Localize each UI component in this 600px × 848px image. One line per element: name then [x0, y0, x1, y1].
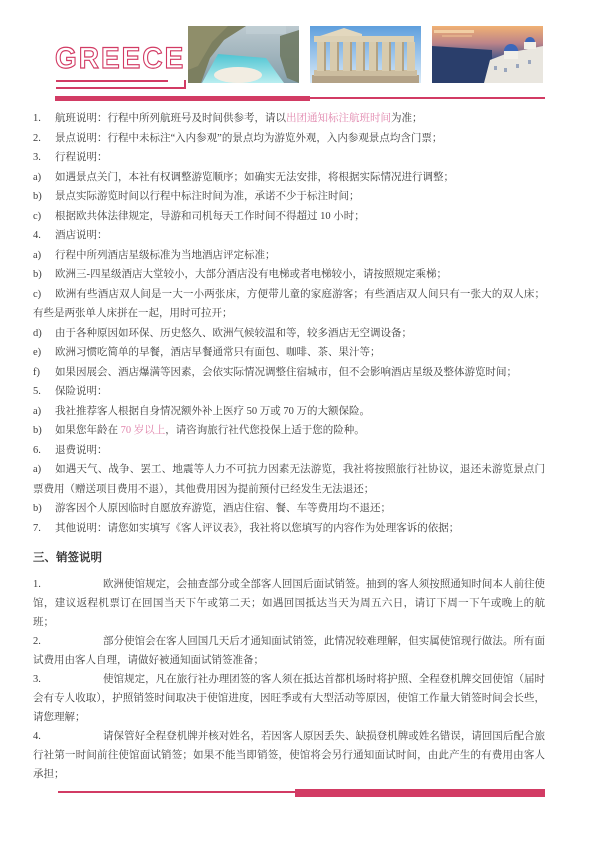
list-item-marker: a)	[33, 249, 42, 261]
list-item-marker: 5.	[33, 386, 41, 397]
list-item-marker: b)	[33, 191, 42, 202]
list-item-marker: a)	[33, 171, 42, 183]
list-item-text: 部分使馆会在客人回国几天后才通知面试销签，此情况较难理解，但实属使馆现行做法。所有面试费用由客人自理，请做好被通知面试销签准备；	[33, 636, 545, 666]
list-item-marker: 6.	[33, 444, 41, 456]
list-item-text: 使馆规定，凡在旅行社办理团签的客人须在抵达首都机场时将护照、全程登机牌交回使馆（届时会有专人收取），护照销签时间取决于使馆进度，因旺季或有大型活动等原因，使馆工作量大销签时间会长些，请您理解；	[33, 674, 545, 723]
list-item-text: 酒店说明：	[55, 230, 108, 241]
list-item-marker: c)	[33, 210, 42, 222]
list-item	[33, 246, 545, 266]
list-item-text: 欧洲三-四星级酒店大堂较小，大部分酒店没有电梯或者电梯较小，请按照规定乘梯；	[55, 269, 447, 280]
list-item	[33, 575, 545, 632]
highlighted-text: 70 岁以上	[120, 425, 166, 436]
visa-items	[33, 575, 545, 784]
list-item	[33, 382, 545, 402]
list-item-marker: b)	[33, 269, 42, 280]
footer-divider-thick	[295, 789, 545, 797]
list-item-text: 欧洲使馆规定，会抽查部分或全部客人回国后面试销签。抽到的客人须按照通知时间本人前往使馆，建议返程机票订在回国当天下午或第二天；如遇回国抵达当天为周五六日，请订下周一下午或晚上的航班；	[33, 579, 545, 628]
header-photo-strip	[188, 26, 545, 83]
list-item-text: 景点实际游览时间以行程中标注时间为准，承诺不少于标注时间；	[55, 191, 360, 202]
list-item-marker: 2.	[33, 636, 41, 647]
list-item	[33, 285, 545, 324]
list-item-marker: 4.	[33, 230, 41, 241]
list-item-marker: a)	[33, 464, 42, 475]
list-item-marker: 4.	[33, 731, 41, 742]
list-item-text: 如遇天气、战争、罢工、地震等人力不可抗力因素无法游览，我社将按照旅行社协议，退还未游览景点门票费用（赠送项目费用不退），其他费用因为提前预付已经发生无法退还；	[33, 464, 545, 495]
list-item-text: 请保管好全程登机牌并核对姓名，若因客人原因丢失、缺损登机牌或姓名错误，请回国后配合旅行社第一时间前往使馆面试销签；如果不能当即销签，使馆将会另行通知面试时间，由此产生的有费用由客人承担；	[33, 731, 545, 780]
list-item-marker: e)	[33, 347, 42, 358]
list-item	[33, 207, 545, 227]
list-item-marker: a)	[33, 405, 42, 417]
list-item-text: 如果因展会、酒店爆满等因素，会依实际情况调整住宿城市，但不会影响酒店星级及整体游览时间；	[55, 366, 517, 378]
list-item-text: 欧洲习惯吃简单的早餐，酒店早餐通常只有面包、咖啡、茶、果汁等；	[55, 347, 381, 358]
visa-cancellation-section	[33, 551, 545, 784]
list-item-text: 游客因个人原因临时自愿放弃游览，酒店住宿、餐、车等费用均不退还；	[55, 503, 391, 514]
list-item	[33, 129, 545, 149]
list-item-text: 航班说明：行程中所列航班号及时间供参考，请以	[55, 113, 286, 124]
list-item-text: 退费说明：	[55, 444, 108, 456]
footer-divider-thin	[58, 791, 295, 793]
list-item-marker: f)	[33, 366, 40, 378]
list-item	[33, 519, 545, 539]
list-item	[33, 265, 545, 285]
list-item	[33, 343, 545, 363]
list-item	[33, 421, 545, 441]
list-item-text: 如遇景点关门，本社有权调整游览顺序；如确实无法安排，将根据实际情况进行调整；	[55, 171, 454, 183]
greece-logo-text: GREECE	[55, 41, 186, 75]
list-item	[33, 402, 545, 422]
list-item-text: ，请咨询旅行社代您投保上适于您的险种。	[165, 425, 365, 436]
list-item-marker: b)	[33, 503, 42, 514]
list-item-text: 为准；	[391, 113, 423, 124]
list-item-text: 根据欧共体法律规定，导游和司机每天工作时间不得超过 10 小时；	[55, 210, 365, 222]
header-divider-thick	[55, 96, 310, 101]
visa-section-heading: 三、销签说明	[33, 552, 102, 564]
logo-tick	[184, 80, 186, 89]
santorini-photo	[432, 26, 543, 83]
list-item	[33, 632, 545, 670]
header-divider-thin	[310, 97, 545, 99]
logo-underline	[56, 87, 186, 89]
navagio-beach-photo	[188, 26, 299, 83]
logo-underline	[56, 80, 168, 82]
list-item	[33, 441, 545, 461]
list-item-text: 其他说明：请您如实填写《客人评议表》，我社将以您填写的内容作为处理客诉的依据；	[55, 522, 460, 534]
list-item	[33, 226, 545, 246]
list-item-text: 行程中所列酒店星级标准为当地酒店评定标准；	[55, 249, 276, 261]
list-item-text: 如果您年龄在	[55, 425, 121, 436]
list-item	[33, 460, 545, 499]
list-item-marker: b)	[33, 425, 42, 436]
greece-logo	[55, 41, 190, 75]
list-item	[33, 499, 545, 519]
list-item-marker: 3.	[33, 152, 41, 163]
list-item-marker: 2.	[33, 132, 41, 144]
notes-list	[33, 109, 545, 538]
list-item-marker: c)	[33, 288, 42, 300]
list-item-text: 我社推荐客人根据自身情况额外补上医疗 50 万或 70 万的大额保险。	[55, 405, 370, 417]
list-item-text: 欧洲有些酒店双人间是一大一小两张床，方便带儿童的家庭游客；有些酒店双人间只有一张大的双人床；有些是两张单人床拼在一起，用时可拉开；	[33, 288, 545, 319]
list-item	[33, 187, 545, 207]
list-item-text: 保险说明：	[55, 386, 108, 397]
list-item-marker: 1.	[33, 113, 41, 124]
parthenon-photo	[310, 26, 421, 83]
list-item-text: 景点说明：行程中未标注“入内参观”的景点均为游览外观，入内参观景点均含门票；	[55, 132, 443, 144]
list-item-marker: 7.	[33, 522, 41, 534]
list-item	[33, 109, 545, 129]
list-item-text: 行程说明：	[55, 152, 108, 163]
list-item	[33, 727, 545, 784]
list-item-marker: 1.	[33, 579, 41, 590]
list-item	[33, 324, 545, 344]
list-item-marker: d)	[33, 327, 42, 339]
list-item	[33, 363, 545, 383]
list-item	[33, 670, 545, 727]
highlighted-text: 出团通知标注航班时间	[286, 113, 391, 124]
list-item	[33, 148, 545, 168]
list-item-marker: 3.	[33, 674, 41, 685]
list-item	[33, 168, 545, 188]
list-item-text: 由于各种原因如环保、历史悠久、欧洲气候较温和等，较多酒店无空调设备；	[55, 327, 412, 339]
